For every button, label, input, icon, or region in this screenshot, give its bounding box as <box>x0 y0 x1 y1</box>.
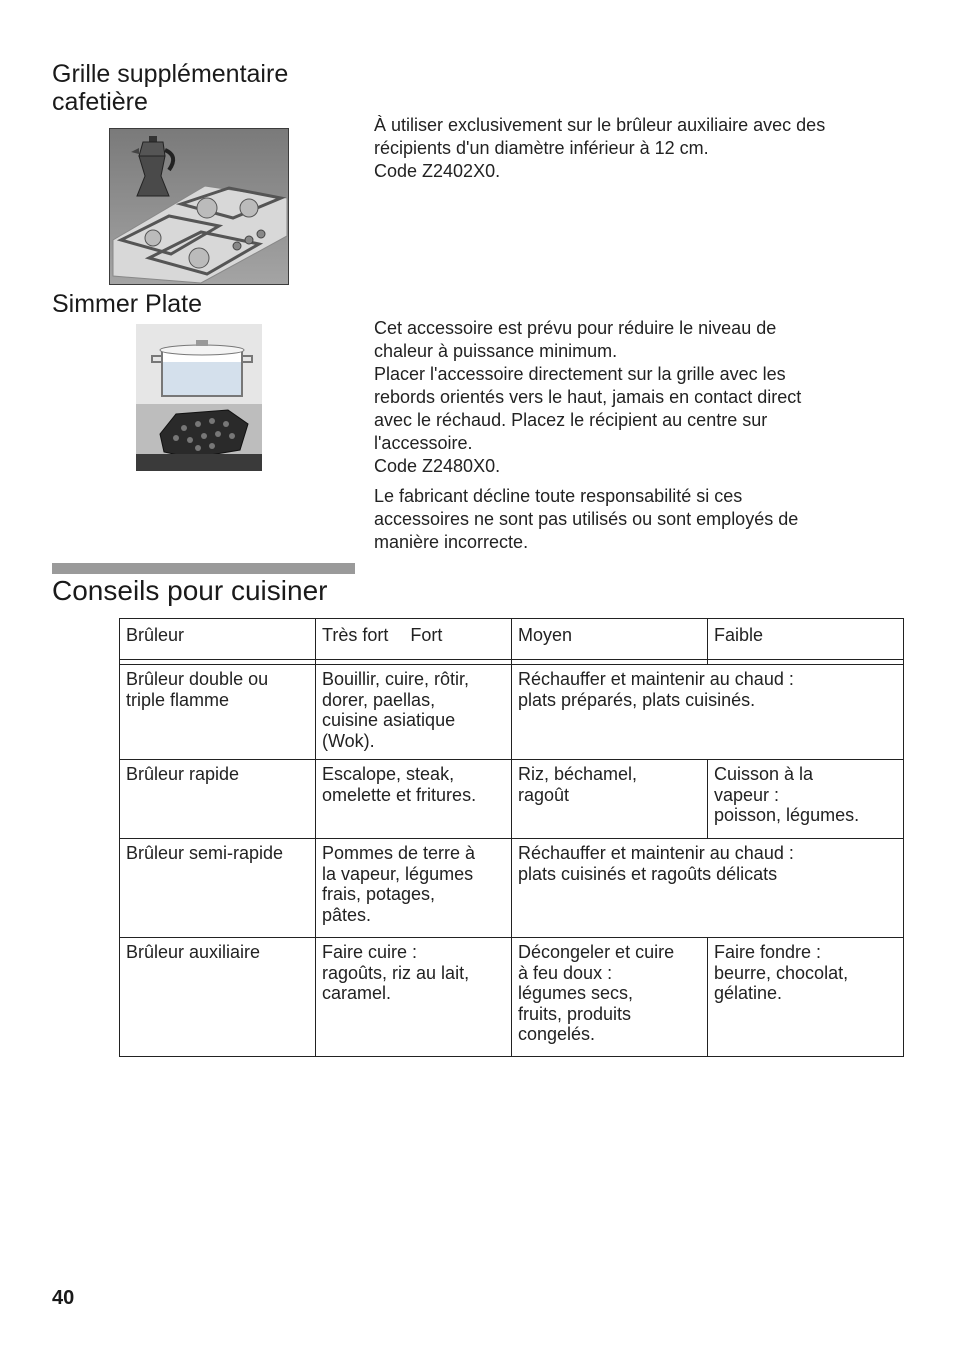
cell-line: vapeur : <box>714 784 780 805</box>
table-row <box>120 938 904 1057</box>
medium-cell <box>512 938 708 1057</box>
conseils-title: Conseils pour cuisiner <box>52 575 328 606</box>
coffee-grid-image <box>109 128 289 285</box>
header-medium-label: Moyen <box>518 625 573 645</box>
header-medium <box>512 619 708 660</box>
cell-line: triple flamme <box>126 689 230 710</box>
simmer-desc-line: avec le réchaud. Placez le récipient au centre sur <box>374 410 768 430</box>
coffee-desc-code: Code Z2402X0. <box>374 161 501 181</box>
table-row <box>120 665 904 760</box>
cell-line: Faire cuire : <box>322 942 418 962</box>
page-number: 40 <box>52 1287 75 1309</box>
disclaimer <box>374 485 798 554</box>
cell-line: Escalope, steak, <box>322 764 455 784</box>
disclaimer-line: accessoires ne sont pas utilisés ou sont employés de <box>374 509 799 529</box>
cell-line: poisson, légumes. <box>714 805 860 825</box>
cooktop-with-coffee-maker-illustration <box>109 128 289 285</box>
cell-line: Brûleur double ou <box>126 669 269 689</box>
cell-line: (Wok). <box>322 730 375 751</box>
strong-cell <box>316 938 512 1057</box>
cell-line: fruits, produits <box>518 1003 632 1024</box>
low-cell <box>708 760 904 839</box>
simmer-plate-icon <box>160 410 248 458</box>
low-cell <box>708 938 904 1057</box>
section-divider-bar <box>52 563 355 574</box>
cell-line: ragoût <box>518 784 570 805</box>
cell-line: la vapeur, légumes <box>322 863 474 884</box>
header-low <box>708 619 904 660</box>
cell-line: ragoûts, riz au lait, <box>322 962 470 983</box>
cell-line: Brûleur semi-rapide <box>126 843 284 863</box>
simmer-desc-line: chaleur à puissance minimum. <box>374 341 618 361</box>
medium-low-cell <box>512 665 904 760</box>
simmer-desc-line: Cet accessoire est prévu pour réduire le niveau de <box>374 318 777 338</box>
cell-line: légumes secs, <box>518 983 634 1003</box>
disclaimer-line: Le fabricant décline toute responsabilité si ces <box>374 486 743 506</box>
cell-line: cuisine asiatique <box>322 710 456 730</box>
simmer-desc-line: rebords orientés vers le haut, jamais en contact direct <box>374 387 802 407</box>
cell-line: Riz, béchamel, <box>518 764 638 784</box>
header-strong-label: Fort <box>410 625 443 645</box>
cell-line: dorer, paellas, <box>322 689 436 710</box>
strong-cell <box>316 760 512 839</box>
cell-line: Réchauffer et maintenir au chaud : <box>518 843 794 863</box>
cell-line: omelette et fritures. <box>322 784 477 805</box>
cell-line: gélatine. <box>714 983 783 1003</box>
strong-cell <box>316 665 512 760</box>
header-very-strong-label: Très fort <box>322 625 389 645</box>
table-row <box>120 839 904 938</box>
coffee-grid-title-line1: Grille supplémentaire <box>52 60 289 88</box>
header-low-label: Faible <box>714 625 764 645</box>
cell-line: Décongeler et cuire <box>518 942 675 962</box>
simmer-plate-description <box>374 317 801 478</box>
medium-cell <box>512 760 708 839</box>
burner-cell <box>120 760 316 839</box>
cooking-tips-table <box>119 618 904 1057</box>
cell-line: Brûleur rapide <box>126 764 240 784</box>
coffee-grid-description <box>374 114 825 183</box>
coffee-desc-line: À utiliser exclusivement sur le brûleur auxiliaire avec des <box>374 115 826 135</box>
burner-cell <box>120 665 316 760</box>
cell-line: pâtes. <box>322 904 372 925</box>
coffee-grid-title-line2: cafetière <box>52 88 148 116</box>
simmer-plate-title: Simmer Plate <box>52 290 203 318</box>
disclaimer-line: manière incorrecte. <box>374 532 529 552</box>
cell-line: Pommes de terre à <box>322 843 476 863</box>
burner-cell <box>120 839 316 938</box>
cell-line: Brûleur auxiliaire <box>126 942 261 962</box>
header-burner-label: Brûleur <box>126 625 185 645</box>
cell-line: à feu doux : <box>518 962 613 983</box>
cell-line: caramel. <box>322 983 392 1003</box>
header-burner <box>120 619 316 660</box>
cell-line: Bouillir, cuire, rôtir, <box>322 669 470 689</box>
cell-line: Cuisson à la <box>714 764 814 784</box>
simmer-desc-code: Code Z2480X0. <box>374 456 501 476</box>
simmer-plate-image <box>136 324 262 471</box>
coffee-grid-title <box>52 60 288 116</box>
coffee-desc-line: récipients d'un diamètre inférieur à 12 cm. <box>374 138 709 158</box>
cell-line: Réchauffer et maintenir au chaud : <box>518 669 794 689</box>
strong-cell <box>316 839 512 938</box>
cell-line: frais, potages, <box>322 884 436 904</box>
table-header-row <box>120 619 904 660</box>
pot-icon <box>152 340 252 396</box>
medium-low-cell <box>512 839 904 938</box>
cell-line: Faire fondre : <box>714 942 822 962</box>
simmer-desc-line: l'accessoire. <box>374 433 473 453</box>
simmer-desc-line: Placer l'accessoire directement sur la grille avec les <box>374 364 786 384</box>
table-row <box>120 760 904 839</box>
cell-line: congelés. <box>518 1024 596 1044</box>
header-strong <box>316 619 512 660</box>
cell-line: plats cuisinés et ragoûts délicats <box>518 863 778 884</box>
burner-cell <box>120 938 316 1057</box>
pot-on-simmer-plate-illustration <box>136 324 262 471</box>
cell-line: plats préparés, plats cuisinés. <box>518 689 756 710</box>
cell-line: beurre, chocolat, <box>714 962 849 983</box>
